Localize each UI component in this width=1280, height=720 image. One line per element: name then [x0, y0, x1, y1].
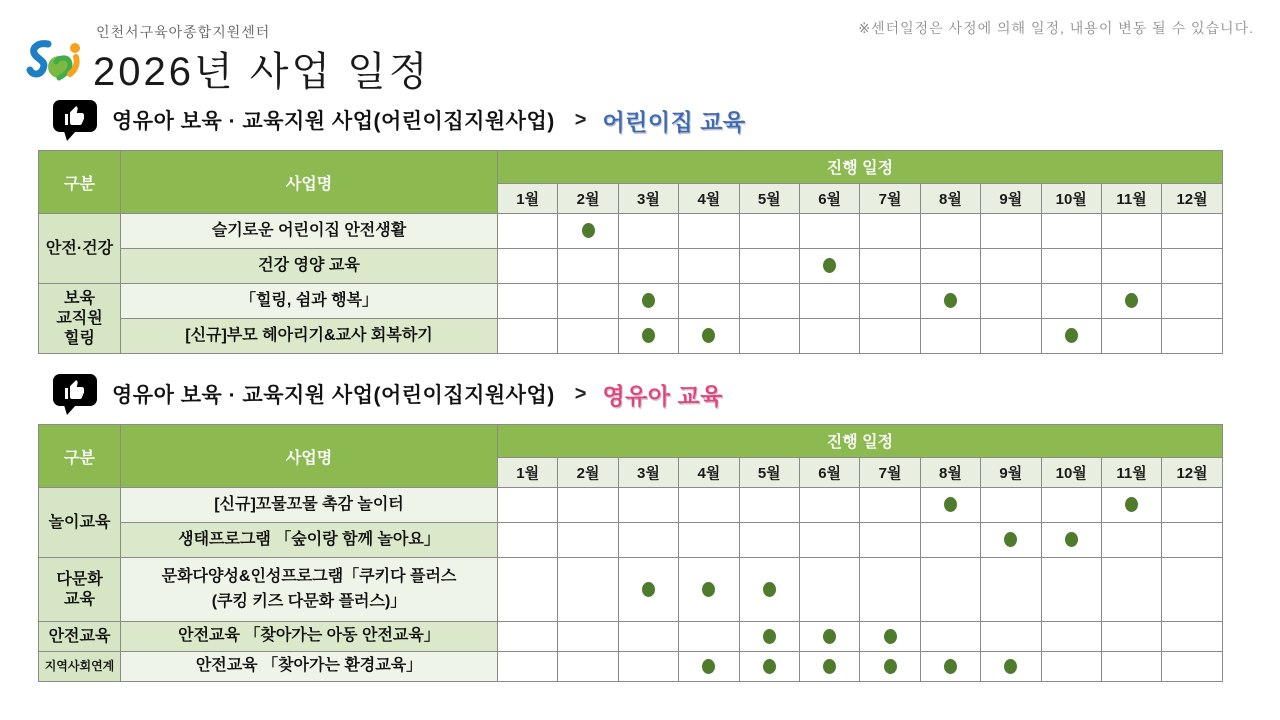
program-name-cell: 생태프로그램 「숲이랑 함께 놀아요」 [121, 523, 498, 558]
col-header-gubun: 구분 [39, 151, 121, 214]
col-header-month: 5월 [739, 457, 799, 487]
thumbs-up-speech-bubble-icon [52, 373, 98, 415]
month-cell [981, 652, 1041, 682]
schedule-table-1 [38, 150, 1223, 354]
schedule-dot [1065, 532, 1078, 547]
month-cell [618, 214, 678, 249]
table-row [39, 523, 1223, 558]
schedule-dot [823, 659, 836, 674]
month-cell [1041, 652, 1101, 682]
month-cell [498, 622, 558, 652]
month-cell [739, 622, 799, 652]
page-title: 2026년 사업 일정 [93, 50, 431, 94]
col-header-month: 7월 [860, 183, 920, 213]
month-cell [920, 523, 980, 558]
month-cell [1162, 523, 1223, 558]
month-cell [739, 523, 799, 558]
month-cell [739, 284, 799, 319]
month-cell [1162, 558, 1223, 622]
month-cell [1101, 558, 1161, 622]
month-cell [558, 558, 618, 622]
schedule-dot [1125, 293, 1138, 308]
month-cell [1041, 523, 1101, 558]
schedule-dot [1125, 497, 1138, 512]
schedule-dot [642, 582, 655, 597]
program-name-cell: [신규]부모 헤아리기&교사 회복하기 [121, 319, 498, 354]
month-cell [1162, 319, 1223, 354]
month-cell [920, 622, 980, 652]
month-cell [498, 284, 558, 319]
program-name-cell: 문화다양성&인성프로그램「쿠키다 플러스 (쿠킹 키즈 다문화 플러스)」 [121, 558, 498, 622]
col-header-month: 8월 [920, 183, 980, 213]
section-header-2 [52, 372, 723, 416]
col-header-month: 7월 [860, 457, 920, 487]
schedule-dot [642, 328, 655, 343]
month-cell [860, 652, 920, 682]
month-cell [618, 319, 678, 354]
month-cell [860, 249, 920, 284]
table-row [39, 319, 1223, 354]
col-header-month: 4월 [679, 457, 739, 487]
month-cell [981, 284, 1041, 319]
month-cell [799, 214, 859, 249]
month-cell [981, 622, 1041, 652]
month-cell [799, 622, 859, 652]
group-cell: 놀이교육 [39, 488, 121, 558]
month-cell [618, 488, 678, 523]
section-title: 영유아 보육 · 교육지원 사업(어린이집지원사업) [112, 384, 555, 407]
col-header-month: 4월 [679, 183, 739, 213]
schedule-dot [702, 328, 715, 343]
col-header-gubun: 구분 [39, 425, 121, 488]
month-cell [1162, 249, 1223, 284]
schedule-dot [884, 629, 897, 644]
schedule-dot [702, 582, 715, 597]
col-header-month: 10월 [1041, 183, 1101, 213]
month-cell [1041, 558, 1101, 622]
table-row [39, 284, 1223, 319]
col-header-month: 11월 [1101, 183, 1161, 213]
month-cell [679, 284, 739, 319]
col-header-name: 사업명 [121, 425, 498, 488]
month-cell [1101, 249, 1161, 284]
month-cell [1041, 214, 1101, 249]
col-header-month: 2월 [558, 457, 618, 487]
month-cell [1101, 284, 1161, 319]
month-cell [920, 319, 980, 354]
col-header-month: 6월 [799, 457, 859, 487]
group-cell: 다문화 교육 [39, 558, 121, 622]
month-cell [799, 523, 859, 558]
month-cell [498, 652, 558, 682]
col-header-month: 6월 [799, 183, 859, 213]
schedule-dot [702, 659, 715, 674]
month-cell [558, 214, 618, 249]
org-name: 인천서구육아종합지원센터 [96, 24, 271, 40]
month-cell [1101, 319, 1161, 354]
program-name-cell: [신규]꼬물꼬물 촉감 놀이터 [121, 488, 498, 523]
month-cell [498, 319, 558, 354]
month-cell [679, 249, 739, 284]
month-cell [860, 558, 920, 622]
col-header-name: 사업명 [121, 151, 498, 214]
table-row [39, 214, 1223, 249]
program-name-cell: 「힐링, 쉼과 행복」 [121, 284, 498, 319]
month-cell [679, 622, 739, 652]
month-cell [679, 214, 739, 249]
col-header-month: 12월 [1162, 457, 1223, 487]
table-row [39, 558, 1223, 622]
month-cell [739, 319, 799, 354]
month-cell [558, 523, 618, 558]
month-cell [1101, 214, 1161, 249]
month-cell [1041, 284, 1101, 319]
month-cell [618, 523, 678, 558]
month-cell [498, 249, 558, 284]
month-cell [981, 319, 1041, 354]
schedule-dot [944, 293, 957, 308]
month-cell [860, 523, 920, 558]
month-cell [679, 652, 739, 682]
schedule-dot [944, 659, 957, 674]
month-cell [981, 488, 1041, 523]
col-header-month: 11월 [1101, 457, 1161, 487]
month-cell [860, 488, 920, 523]
month-cell [799, 652, 859, 682]
chevron-right-icon: > [574, 108, 587, 131]
chevron-right-icon: > [574, 382, 587, 405]
month-cell [498, 558, 558, 622]
schedule-dot [1004, 532, 1017, 547]
center-logo [26, 38, 86, 86]
col-header-month: 5월 [739, 183, 799, 213]
month-cell [558, 319, 618, 354]
group-cell: 지역사회연계 [39, 652, 121, 682]
schedule-dot [1065, 328, 1078, 343]
table-row [39, 488, 1223, 523]
group-cell: 보육 교직원 힐링 [39, 284, 121, 354]
col-header-schedule: 진행 일정 [498, 425, 1223, 458]
month-cell [498, 214, 558, 249]
month-cell [739, 214, 799, 249]
table-row [39, 652, 1223, 682]
month-cell [498, 523, 558, 558]
month-cell [679, 319, 739, 354]
schedule-dot [642, 293, 655, 308]
month-cell [1041, 249, 1101, 284]
program-name-cell: 안전교육 「찾아가는 아동 안전교육」 [121, 622, 498, 652]
thumbs-up-speech-bubble-icon [52, 99, 98, 141]
month-cell [679, 488, 739, 523]
col-header-month: 10월 [1041, 457, 1101, 487]
month-cell [799, 284, 859, 319]
schedule-dot [823, 258, 836, 273]
col-header-month: 1월 [498, 183, 558, 213]
month-cell [860, 214, 920, 249]
month-cell [920, 214, 980, 249]
month-cell [618, 249, 678, 284]
col-header-month: 8월 [920, 457, 980, 487]
month-cell [679, 558, 739, 622]
month-cell [1162, 622, 1223, 652]
month-cell [558, 284, 618, 319]
section-title: 영유아 보육 · 교육지원 사업(어린이집지원사업) [112, 110, 555, 133]
col-header-schedule: 진행 일정 [498, 151, 1223, 184]
schedule-dot [823, 629, 836, 644]
month-cell [1162, 488, 1223, 523]
col-header-month: 1월 [498, 457, 558, 487]
section-highlight: 영유아 교육 [602, 382, 723, 409]
col-header-month: 3월 [618, 183, 678, 213]
month-cell [1041, 319, 1101, 354]
month-cell [920, 558, 980, 622]
month-cell [679, 523, 739, 558]
month-cell [618, 284, 678, 319]
month-cell [739, 488, 799, 523]
month-cell [498, 488, 558, 523]
col-header-month: 9월 [981, 457, 1041, 487]
section-header-1 [52, 98, 746, 142]
month-cell [558, 249, 618, 284]
change-notice: ※센터일정은 사정에 의해 일정, 내용이 변동 될 수 있습니다. [858, 20, 1254, 36]
col-header-month: 3월 [618, 457, 678, 487]
col-header-month: 9월 [981, 183, 1041, 213]
month-cell [1162, 284, 1223, 319]
month-cell [860, 284, 920, 319]
program-name-cell: 슬기로운 어린이집 안전생활 [121, 214, 498, 249]
month-cell [920, 249, 980, 284]
col-header-month: 2월 [558, 183, 618, 213]
table-row [39, 249, 1223, 284]
schedule-dot [763, 582, 776, 597]
month-cell [739, 652, 799, 682]
month-cell [920, 652, 980, 682]
month-cell [799, 319, 859, 354]
month-cell [981, 249, 1041, 284]
month-cell [1041, 488, 1101, 523]
month-cell [860, 622, 920, 652]
group-cell: 안전교육 [39, 622, 121, 652]
month-cell [1162, 652, 1223, 682]
month-cell [618, 652, 678, 682]
month-cell [920, 284, 980, 319]
month-cell [981, 214, 1041, 249]
month-cell [920, 488, 980, 523]
month-cell [981, 523, 1041, 558]
table-row [39, 622, 1223, 652]
month-cell [1101, 488, 1161, 523]
month-cell [1101, 622, 1161, 652]
month-cell [1101, 523, 1161, 558]
month-cell [1162, 214, 1223, 249]
col-header-month: 12월 [1162, 183, 1223, 213]
schedule-dot [944, 497, 957, 512]
month-cell [739, 558, 799, 622]
program-name-cell: 건강 영양 교육 [121, 249, 498, 284]
month-cell [558, 622, 618, 652]
month-cell [618, 558, 678, 622]
schedule-table-2 [38, 424, 1223, 682]
month-cell [860, 319, 920, 354]
month-cell [799, 558, 859, 622]
group-cell: 안전·건강 [39, 214, 121, 284]
month-cell [1101, 652, 1161, 682]
program-name-cell: 안전교육 「찾아가는 환경교육」 [121, 652, 498, 682]
schedule-dot [1004, 659, 1017, 674]
schedule-dot [763, 659, 776, 674]
month-cell [618, 622, 678, 652]
month-cell [739, 249, 799, 284]
month-cell [1041, 622, 1101, 652]
schedule-dot [582, 223, 595, 238]
schedule-dot [763, 629, 776, 644]
month-cell [558, 488, 618, 523]
section-highlight: 어린이집 교육 [602, 108, 746, 135]
month-cell [981, 558, 1041, 622]
month-cell [799, 488, 859, 523]
schedule-dot [884, 659, 897, 674]
month-cell [799, 249, 859, 284]
month-cell [558, 652, 618, 682]
